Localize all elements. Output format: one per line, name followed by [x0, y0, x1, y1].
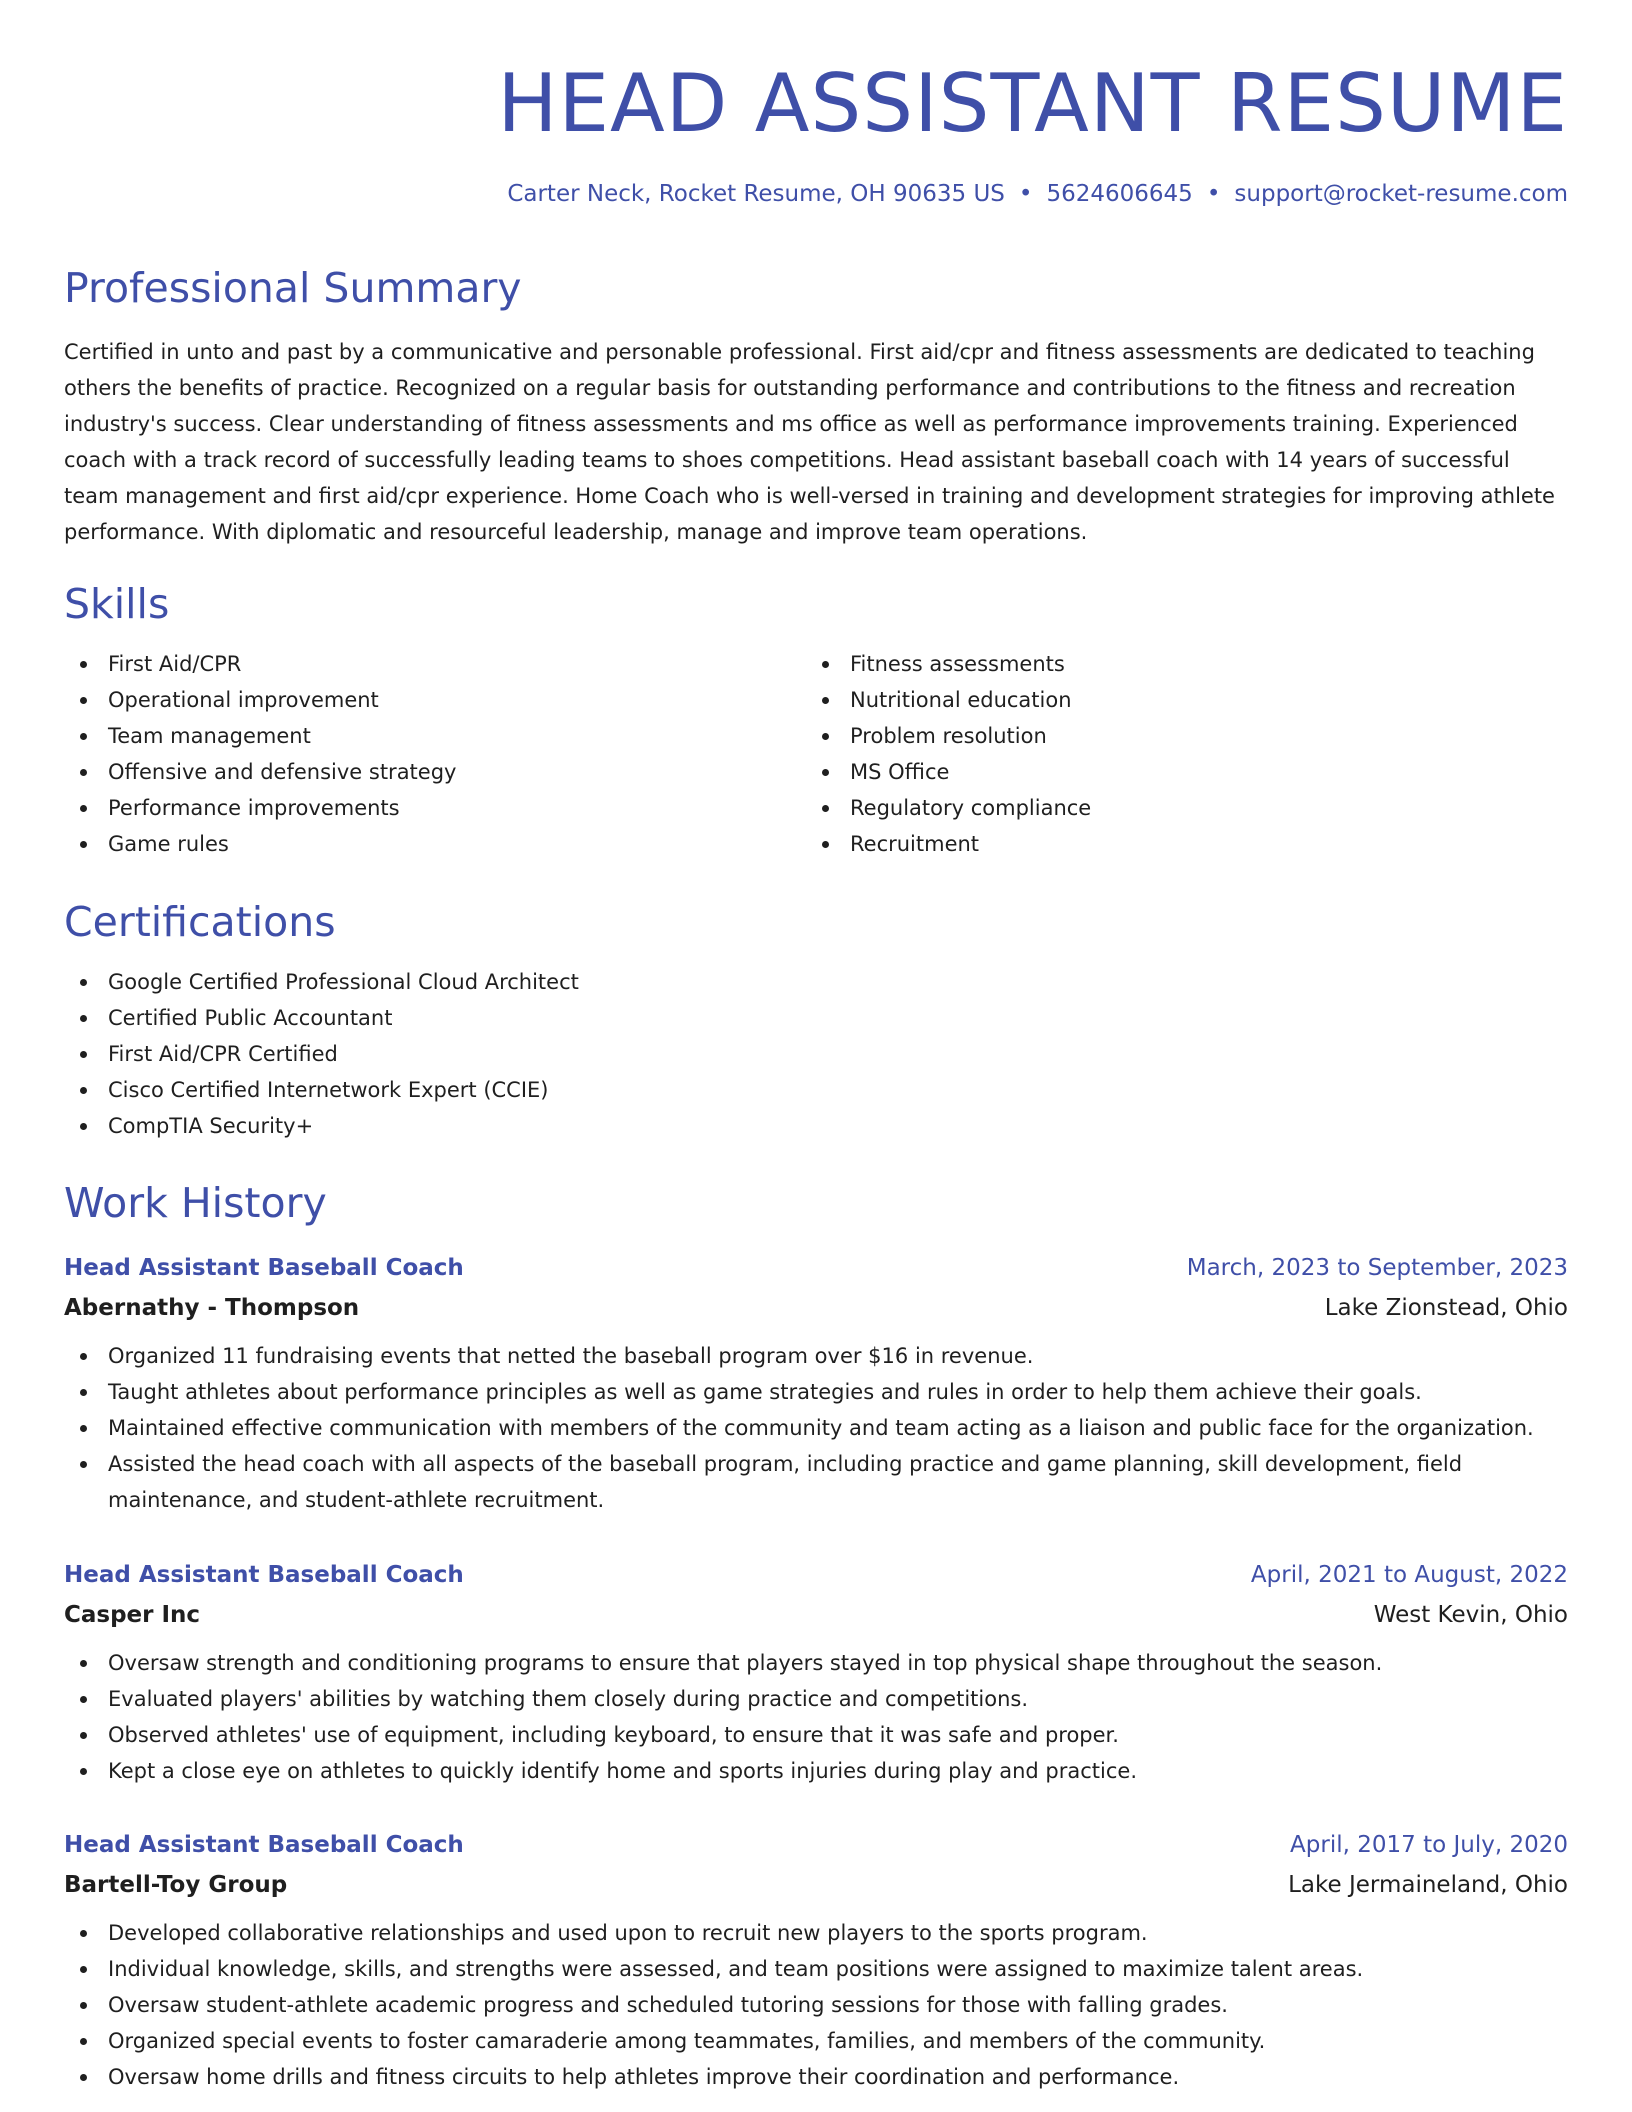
job-company: Bartell-Toy Group: [64, 1872, 288, 1898]
skill-item: Operational improvement: [64, 682, 806, 718]
certification-item: Google Certified Professional Cloud Architect: [64, 964, 1568, 1000]
job-dates: April, 2017 to July, 2020: [1290, 1832, 1568, 1858]
certifications-list: [64, 964, 1568, 1144]
job-company: Casper Inc: [64, 1602, 201, 1628]
section-heading: Skills: [64, 580, 170, 628]
contact-phone: 5624606645: [1046, 181, 1193, 207]
job-bullet: Organized special events to foster camaraderie among teammates, families, and members of the community.: [64, 2023, 1568, 2059]
job-location: West Kevin, Ohio: [1373, 1602, 1568, 1628]
job-bullets: [64, 1915, 1568, 2095]
summary-text: Certified in unto and past by a communicative and personable professional. First aid/cpr and fitness assessments are dedicated to teaching others the benefits of practice. Recognized on a regular basis for outstanding performance and contributions to the fitness and recreation industry's success. Clear understanding of fitness assessments and ms office as well as performance improvements training. Experienced coach with a track record of successfully leading teams to shoes competitions. Head assistant baseball coach with 14 years of successful team management and first aid/cpr experience. Home Coach who is well-versed in training and development strategies for improving athlete performance. With diplomatic and resourceful leadership, manage and improve team operations.: [64, 340, 1555, 544]
work-history-section: [64, 1177, 1568, 1229]
job-company-row: [64, 1288, 1568, 1328]
skill-item: Problem resolution: [806, 718, 1548, 754]
skill-item: Game rules: [64, 826, 806, 862]
job-bullet: Maintained effective communication with members of the community and team acting as a liaison and public face for the organization.: [64, 1410, 1568, 1446]
job-location: Lake Jermaineland, Ohio: [1288, 1872, 1568, 1898]
contact-separator: •: [1206, 181, 1221, 207]
job-company-row: [64, 1595, 1568, 1635]
job-bullet: Oversaw home drills and fitness circuits to help athletes improve their coordination and performance.: [64, 2059, 1568, 2095]
skill-item: Regulatory compliance: [806, 790, 1548, 826]
job-entry: [64, 1825, 1568, 2095]
certification-item: Certified Public Accountant: [64, 1000, 1568, 1036]
skill-item: First Aid/CPR: [64, 646, 806, 682]
job-bullet: Developed collaborative relationships and used upon to recruit new players to the sports program.: [64, 1915, 1568, 1951]
job-title: Head Assistant Baseball Coach: [64, 1255, 464, 1281]
contact-separator: •: [1018, 181, 1033, 207]
job-location: Lake Zionstead, Ohio: [1324, 1295, 1568, 1321]
job-bullet: Observed athletes' use of equipment, including keyboard, to ensure that it was safe and proper.: [64, 1717, 1568, 1753]
certification-item: CompTIA Security+: [64, 1108, 1568, 1144]
section-heading: Work History: [64, 1179, 327, 1227]
job-bullet: Taught athletes about performance principles as well as game strategies and rules in order to help them achieve their goals.: [64, 1374, 1568, 1410]
job-bullet: Oversaw strength and conditioning programs to ensure that players stayed in top physical shape throughout the season.: [64, 1645, 1568, 1681]
job-header-row: [64, 1248, 1568, 1288]
certification-item: Cisco Certified Internetwork Expert (CCIE): [64, 1072, 1568, 1108]
job-bullet: Evaluated players' abilities by watching them closely during practice and competitions.: [64, 1681, 1568, 1717]
job-title: Head Assistant Baseball Coach: [64, 1832, 464, 1858]
job-title: Head Assistant Baseball Coach: [64, 1562, 464, 1588]
certification-item: First Aid/CPR Certified: [64, 1036, 1568, 1072]
job-dates: March, 2023 to September, 2023: [1186, 1255, 1568, 1281]
job-bullet: Individual knowledge, skills, and strengths were assessed, and team positions were assigned to maximize talent areas.: [64, 1951, 1568, 1987]
certifications-section: [64, 896, 1568, 1144]
skill-item: Team management: [64, 718, 806, 754]
skills-list-right: [806, 646, 1548, 862]
contact-line: [507, 178, 1568, 210]
skill-item: Offensive and defensive strategy: [64, 754, 806, 790]
skills-list-left: [64, 646, 806, 862]
skills-columns: [64, 646, 1568, 862]
job-bullets: [64, 1338, 1568, 1518]
job-bullet: Organized 11 fundraising events that netted the baseball program over $16 in revenue.: [64, 1338, 1568, 1374]
contact-email: support@rocket-resume.com: [1234, 181, 1568, 207]
summary-section: [64, 262, 1568, 550]
skill-item: Nutritional education: [806, 682, 1548, 718]
section-heading: Certifications: [64, 898, 336, 946]
job-dates: April, 2021 to August, 2022: [1250, 1562, 1568, 1588]
skill-item: Fitness assessments: [806, 646, 1548, 682]
job-header-row: [64, 1825, 1568, 1865]
job-company: Abernathy - Thompson: [64, 1295, 360, 1321]
job-bullet: Kept a close eye on athletes to quickly identify home and sports injuries during play and practice.: [64, 1753, 1568, 1789]
job-entry: [64, 1248, 1568, 1518]
job-entry: [64, 1555, 1568, 1789]
job-bullet: Oversaw student-athlete academic progress and scheduled tutoring sessions for those with falling grades.: [64, 1987, 1568, 2023]
job-header-row: [64, 1555, 1568, 1595]
resume-title: HEAD ASSISTANT RESUME: [497, 57, 1568, 150]
skill-item: Recruitment: [806, 826, 1548, 862]
skill-item: MS Office: [806, 754, 1548, 790]
skill-item: Performance improvements: [64, 790, 806, 826]
skills-section: [64, 578, 1568, 862]
job-company-row: [64, 1865, 1568, 1905]
contact-address: Carter Neck, Rocket Resume, OH 90635 US: [507, 181, 1005, 207]
job-bullet: Assisted the head coach with all aspects of the baseball program, including practice and game planning, skill development, field maintenance, and student-athlete recruitment.: [64, 1446, 1568, 1518]
section-heading: Professional Summary: [64, 264, 522, 312]
job-bullets: [64, 1645, 1568, 1789]
